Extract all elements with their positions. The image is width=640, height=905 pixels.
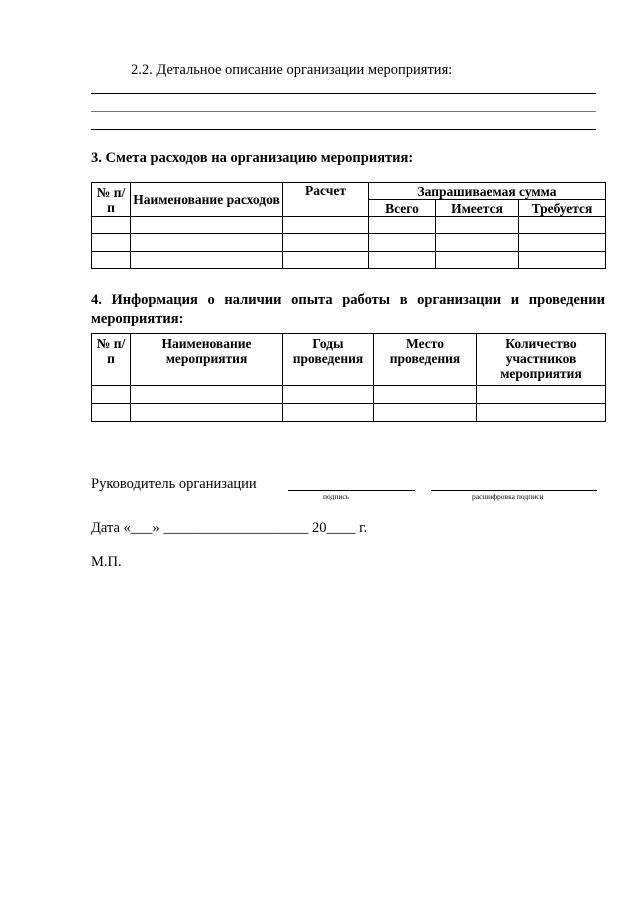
table-cell[interactable] [283, 404, 374, 422]
header-required: Требуется [519, 200, 606, 217]
signature-line[interactable] [288, 490, 415, 491]
table-cell[interactable] [283, 386, 374, 404]
table-cell[interactable] [131, 217, 283, 234]
description-line-1[interactable] [91, 93, 596, 94]
stamp-label: М.П. [91, 554, 122, 570]
table-row [92, 217, 606, 234]
experience-table [91, 333, 606, 422]
table-cell[interactable] [131, 404, 283, 422]
header-expense-name: Наименование расходов [131, 183, 283, 217]
section-2-2-heading: 2.2. Детальное описание организации мероприятия: [131, 62, 453, 78]
header-num: № п/п [92, 334, 131, 386]
header-requested-sum: Запрашиваемая сумма [369, 183, 606, 200]
header-total: Всего [369, 200, 436, 217]
table-cell[interactable] [374, 386, 477, 404]
table-cell[interactable] [519, 252, 606, 269]
table-cell[interactable] [283, 217, 369, 234]
table-cell[interactable] [131, 234, 283, 252]
table-cell[interactable] [92, 234, 131, 252]
header-years: Годы проведения [283, 334, 374, 386]
table-cell[interactable] [283, 234, 369, 252]
header-available: Имеется [436, 200, 519, 217]
signature-caption: подпись [323, 492, 350, 501]
table-cell[interactable] [92, 386, 131, 404]
table-cell[interactable] [283, 252, 369, 269]
table-cell[interactable] [436, 252, 519, 269]
table-row [92, 404, 606, 422]
table-cell[interactable] [436, 217, 519, 234]
header-place: Место проведения [374, 334, 477, 386]
table-cell[interactable] [92, 252, 131, 269]
table-cell[interactable] [374, 404, 477, 422]
table-cell[interactable] [519, 217, 606, 234]
header-event-name: Наименование мероприятия [131, 334, 283, 386]
header-participants: Количество участников мероприятия [477, 334, 606, 386]
date-line: Дата «___» ____________________ 20____ г. [91, 520, 368, 536]
table-cell[interactable] [92, 404, 131, 422]
header-num: № п/п [92, 183, 131, 217]
table-cell[interactable] [477, 404, 606, 422]
table-cell[interactable] [477, 386, 606, 404]
signature-decode-caption: расшифровка подписи [472, 492, 544, 501]
table-cell[interactable] [519, 234, 606, 252]
table-cell[interactable] [369, 252, 436, 269]
signature-decode-line[interactable] [431, 490, 597, 491]
table-cell[interactable] [131, 252, 283, 269]
table-row [92, 234, 606, 252]
table-cell[interactable] [131, 386, 283, 404]
table-cell[interactable] [369, 234, 436, 252]
table-cell[interactable] [436, 234, 519, 252]
section-3-title: 3. Смета расходов на организацию мероприятия: [91, 150, 414, 166]
table-cell[interactable] [92, 217, 131, 234]
table-row [92, 252, 606, 269]
table-row [92, 386, 606, 404]
header-calculation: Расчет [283, 183, 369, 217]
description-line-2[interactable] [91, 111, 596, 112]
section-4-title: 4. Информация о наличии опыта работы в организации и проведении мероприятия: [91, 292, 605, 327]
table-cell[interactable] [369, 217, 436, 234]
description-line-3[interactable] [91, 129, 596, 130]
head-of-organization-label: Руководитель организации [91, 476, 257, 492]
expense-estimate-table [91, 182, 606, 269]
